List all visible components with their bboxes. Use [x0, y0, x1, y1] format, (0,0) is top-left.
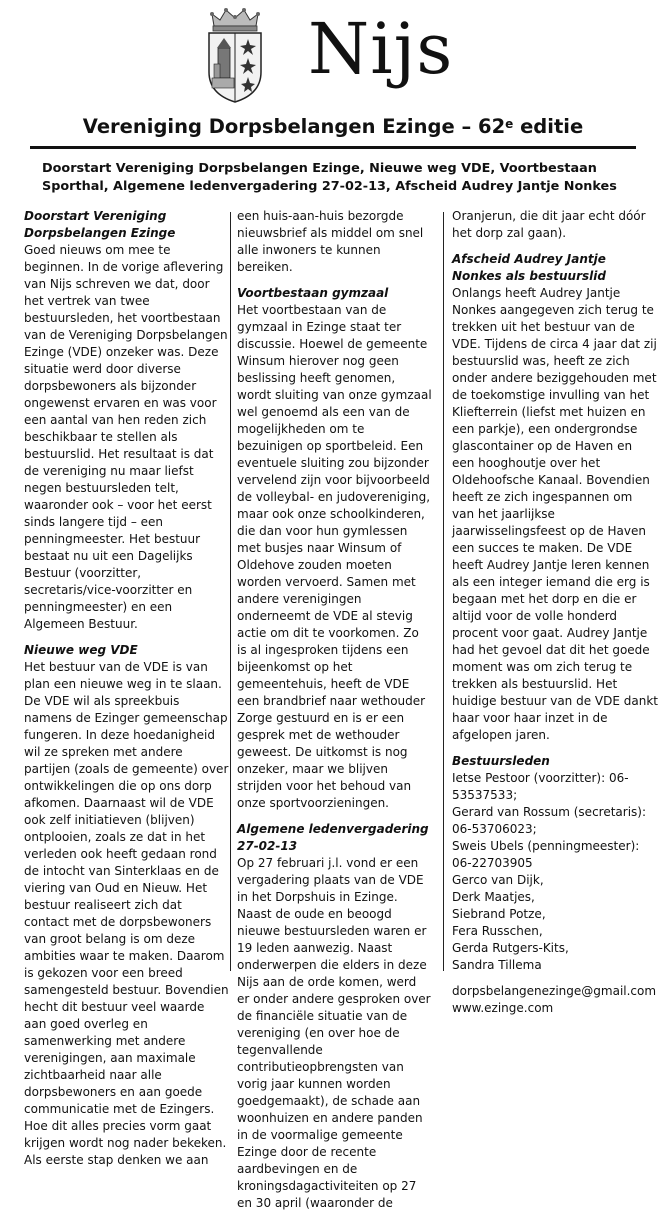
section-heading: Nieuwe weg VDE — [24, 643, 138, 657]
section-text: Goed nieuws om mee te beginnen. In de vorige aflevering van Nijs schreven we dat, door het vertrek van twee bestuursleden, het voortbestaan van de Vereniging Dorpsbelangen Ezinge (VDE) onzeker was. Deze situatie werd door diverse dorpsbewoners als bijzonder ongewenst ervaren en was voor een aantal van hen reden zich beschikbaar te stellen als bestuurslid. Het resultaat is dat de vereniging nu maar liefst negen bestuursleden telt, waaronder ook – voor het eerst sinds langere tijd – een penningmeester. Het bestuur bestaat nu uit een Dagelijks Bestuur (voorzitter, secretaris/vice-voorzitter en penningmeester) en een Algemeen Bestuur. — [24, 243, 228, 631]
section-text: Op 27 februari j.l. vond er een vergadering plaats van de VDE in het Dorpshuis in Ezinge. Naast de oude en beoogd nieuwe bestuursleden waren er 19 leden aanwezig. Naast onderwerpen die elders in deze Nijs aan de orde komen, werd er onder andere gesproken over de financiële situatie van de vereniging (en over hoe de tegenvallende contributieopbrengsten van vorig jaar kunnen worden goedgemaakt), de schade aan woonhuizen en andere panden in de voormalige gemeente Ezinge door de recente aardbevingen en de kroningsdagactiviteiten op 27 en 30 april (waaronder de — [237, 856, 431, 1210]
section-text: Het bestuur van de VDE is van plan een nieuwe weg in te slaan. De VDE wil als spreekbuis namens de Ezinger gemeenschap fungeren. In deze hoedanigheid wil ze spreken met andere partijen (zoals de gemeente) over ontwikkelingen die op ons dorp afkomen. Daarnaast wil de VDE ook zelf initiatieven (blijven) ontplooien, zoals ze dat in het verleden ook heeft gedaan rond de intocht van Sinterklaas en de viering van Oud en Nieuw. Het bestuur realiseert zich dat contact met de dorpsbewoners van groot belang is om deze ambities waar te maken. Daarom is gekozen voor een breed samengesteld bestuur. Bovendien hecht dit bestuur veel waarde aan goed overleg en samenwerking met andere verenigingen, aan maximale zichtbaarheid naar alle dorpsbewoners en aan goede communicatie met de Ezingers. Hoe dit alles precies vorm gaat krijgen wordt nog nader bekeken. Als eerste stap denken we aan — [24, 660, 229, 1167]
section-text: Oranjerun, die dit jaar echt dóór het dorp zal gaan). — [452, 209, 646, 240]
board-member: Gerda Rutgers-Kits, — [452, 941, 569, 955]
column-divider-1 — [230, 212, 231, 971]
column-1 — [24, 208, 230, 1169]
title-text: Vereniging Dorpsbelangen Ezinge – 62 — [82, 115, 506, 138]
section-heading: Algemene ledenvergadering 27-02-13 — [237, 822, 429, 853]
board-member: Gerco van Dijk, — [452, 873, 544, 887]
board-member: Sandra Tillema — [452, 958, 542, 972]
column-divider-2 — [443, 212, 444, 971]
board-member: Siebrand Potze, — [452, 907, 546, 921]
board-member: Ietse Pestoor (voorzitter): 06-53537533; — [452, 771, 629, 802]
section-heading: Afscheid Audrey Jantje Nonkes als bestuurslid — [452, 252, 606, 283]
board-member: Sweis Ubels (penningmeester): 06-22703905 — [452, 839, 640, 870]
title-divider — [30, 146, 636, 149]
section-heading: Bestuursleden — [452, 754, 550, 768]
section-text: een huis-aan-huis bezorgde nieuwsbrief als middel om snel alle inwoners te kunnen bereiken. — [237, 209, 424, 274]
section-text: Het voortbestaan van de gymzaal in Ezinge staat ter discussie. Hoewel de gemeente Winsum hierover nog geen beslissing heeft genomen, wordt sluiting van onze gymzaal wel genoemd als een van de mogelijkheden om te bezuinigen op sportbeleid. Een eventuele sluiting zou bijzonder vervelend zijn voor bijvoorbeeld de volleybal- en judovereniging, maar ook onze schoolkinderen, die dan voor hun gymlessen met busjes naar Winsum of Oldehove zouden moeten worden vervoerd. Samen met andere verenigingen onderneemt de VDE al stevig actie om dit te voorkomen. Zo is al ingesproken tijdens een bijeenkomst op het gemeentehuis, heeft de VDE een brandbrief naar wethouder Zorge gestuurd en is er een gesprek met de wethouder geweest. De uitkomst is nog onzeker, maar we blijven strijden voor het behoud van onze sportvoorzieningen. — [237, 303, 432, 810]
page-title — [0, 115, 666, 139]
column-2 — [237, 208, 432, 1212]
coat-of-arms-icon — [206, 6, 264, 104]
board-member: Fera Russchen, — [452, 924, 543, 938]
column-3 — [452, 208, 658, 1017]
contact-website: www.ezinge.com — [452, 1001, 554, 1015]
newsletter-logo: Nijs — [308, 8, 454, 90]
contact-email: dorpsbelangenezinge@gmail.com — [452, 984, 657, 998]
section-heading: Voortbestaan gymzaal — [237, 286, 389, 300]
title-superscript: e — [505, 117, 514, 131]
title-suffix: editie — [513, 115, 584, 138]
board-member: Derk Maatjes, — [452, 890, 535, 904]
page-subtitle: Doorstart Vereniging Dorpsbelangen Ezinge, Nieuwe weg VDE, Voortbestaan Sporthal, Algemene ledenvergadering 27-02-13, Afscheid Audrey Jantje Nonkes — [42, 161, 617, 194]
section-heading: Doorstart Vereniging Dorpsbelangen Ezinge — [24, 209, 176, 240]
section-text: Onlangs heeft Audrey Jantje Nonkes aangegeven zich terug te trekken uit het bestuur van de VDE. Tijdens de circa 4 jaar dat zij bestuurslid was, heeft ze zich onder andere beziggehouden met de toekomstige invulling van het Kliefterrein (liefst met huizen en een parkje), een ondergrondse glascontainer op de Haven en een hooghoutje over het Oldehoofsche Kanaal. Bovendien heeft ze zich ingespannen om van het jaarlijkse jaarwisselingsfeest op de Haven een succes te maken. De VDE heeft Audrey Jantje leren kennen als een integer iemand die erg is begaan met het dorp en die er altijd voor de volle honderd procent voor gaat. Audrey Jantje had het gevoel dat dit het goede moment was om zich terug te trekken als bestuurslid. Het huidige bestuur van de VDE dankt haar voor haar inzet in de afgelopen jaren. — [452, 286, 658, 742]
board-member: Gerard van Rossum (secretaris): 06-53706023; — [452, 805, 647, 836]
